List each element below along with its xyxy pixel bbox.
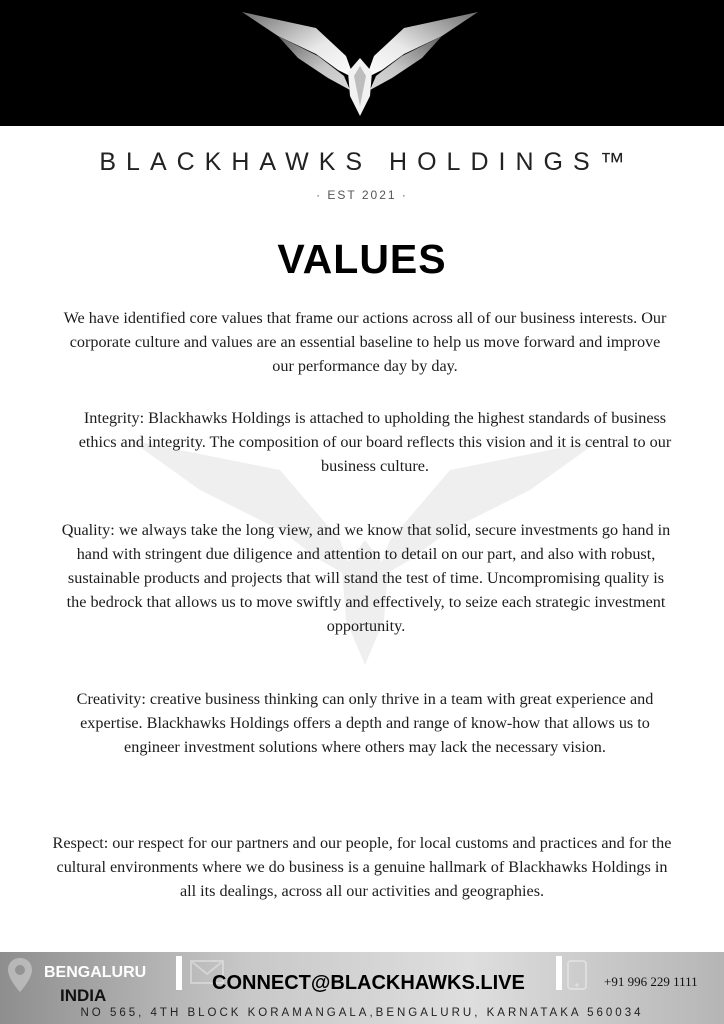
page-title: VALUES xyxy=(277,236,447,282)
hawk-wings-icon xyxy=(238,6,482,120)
established-tagline: · EST 2021 · xyxy=(316,188,408,202)
contact-email[interactable]: CONNECT@BLACKHAWKS.LIVE xyxy=(212,972,525,994)
footer-divider xyxy=(176,956,182,990)
footer-address: NO 565, 4TH BLOCK KORAMANGALA,BENGALURU, KARNATAKA 560034 xyxy=(80,1007,644,1019)
header-band xyxy=(0,0,724,126)
footer-bar xyxy=(0,952,724,1024)
footer-city: BENGALURU xyxy=(44,964,147,981)
quality-paragraph: Quality: we always take the long view, and we know that solid, secure investments go hand in hand with stringent due diligence and attention to detail on our part, and also with robust, sustainable products and projects that will stand the test of time. Uncompromising quality is the bedrock that allows us to move swiftly and effectively, to seize each strategic investment opportunity. xyxy=(61,521,671,635)
integrity-paragraph: Integrity: Blackhawks Holdings is attached to upholding the highest standards of business ethics and integrity. The composition of our board reflects this vision and it is central to our business culture. xyxy=(78,409,672,475)
footer-divider xyxy=(556,956,562,990)
contact-phone[interactable]: +91 996 229 1111 xyxy=(604,974,698,989)
brand-name: BLACKHAWKS HOLDINGS™ xyxy=(99,148,635,176)
location-pin-icon xyxy=(8,958,32,992)
footer-country: INDIA xyxy=(60,986,107,1005)
phone-icon xyxy=(566,960,588,990)
creativity-paragraph: Creativity: creative business thinking can only thrive in a team with great experience and expertise. Blackhawks Holdings offers a depth and range of know-how that allows us to engineer investment solutions where others may lack the necessary vision. xyxy=(76,690,654,756)
respect-paragraph: Respect: our respect for our partners and our people, for local customs and practices and for the cultural environments where we do business is a genuine hallmark of Blackhawks Holdings in all its dealings, across all our activities and geographies. xyxy=(52,834,672,900)
intro-paragraph: We have identified core values that frame our actions across all of our business interests. Our corporate culture and values are an essential baseline to help us move forward and improve our performance day by day. xyxy=(63,309,667,375)
